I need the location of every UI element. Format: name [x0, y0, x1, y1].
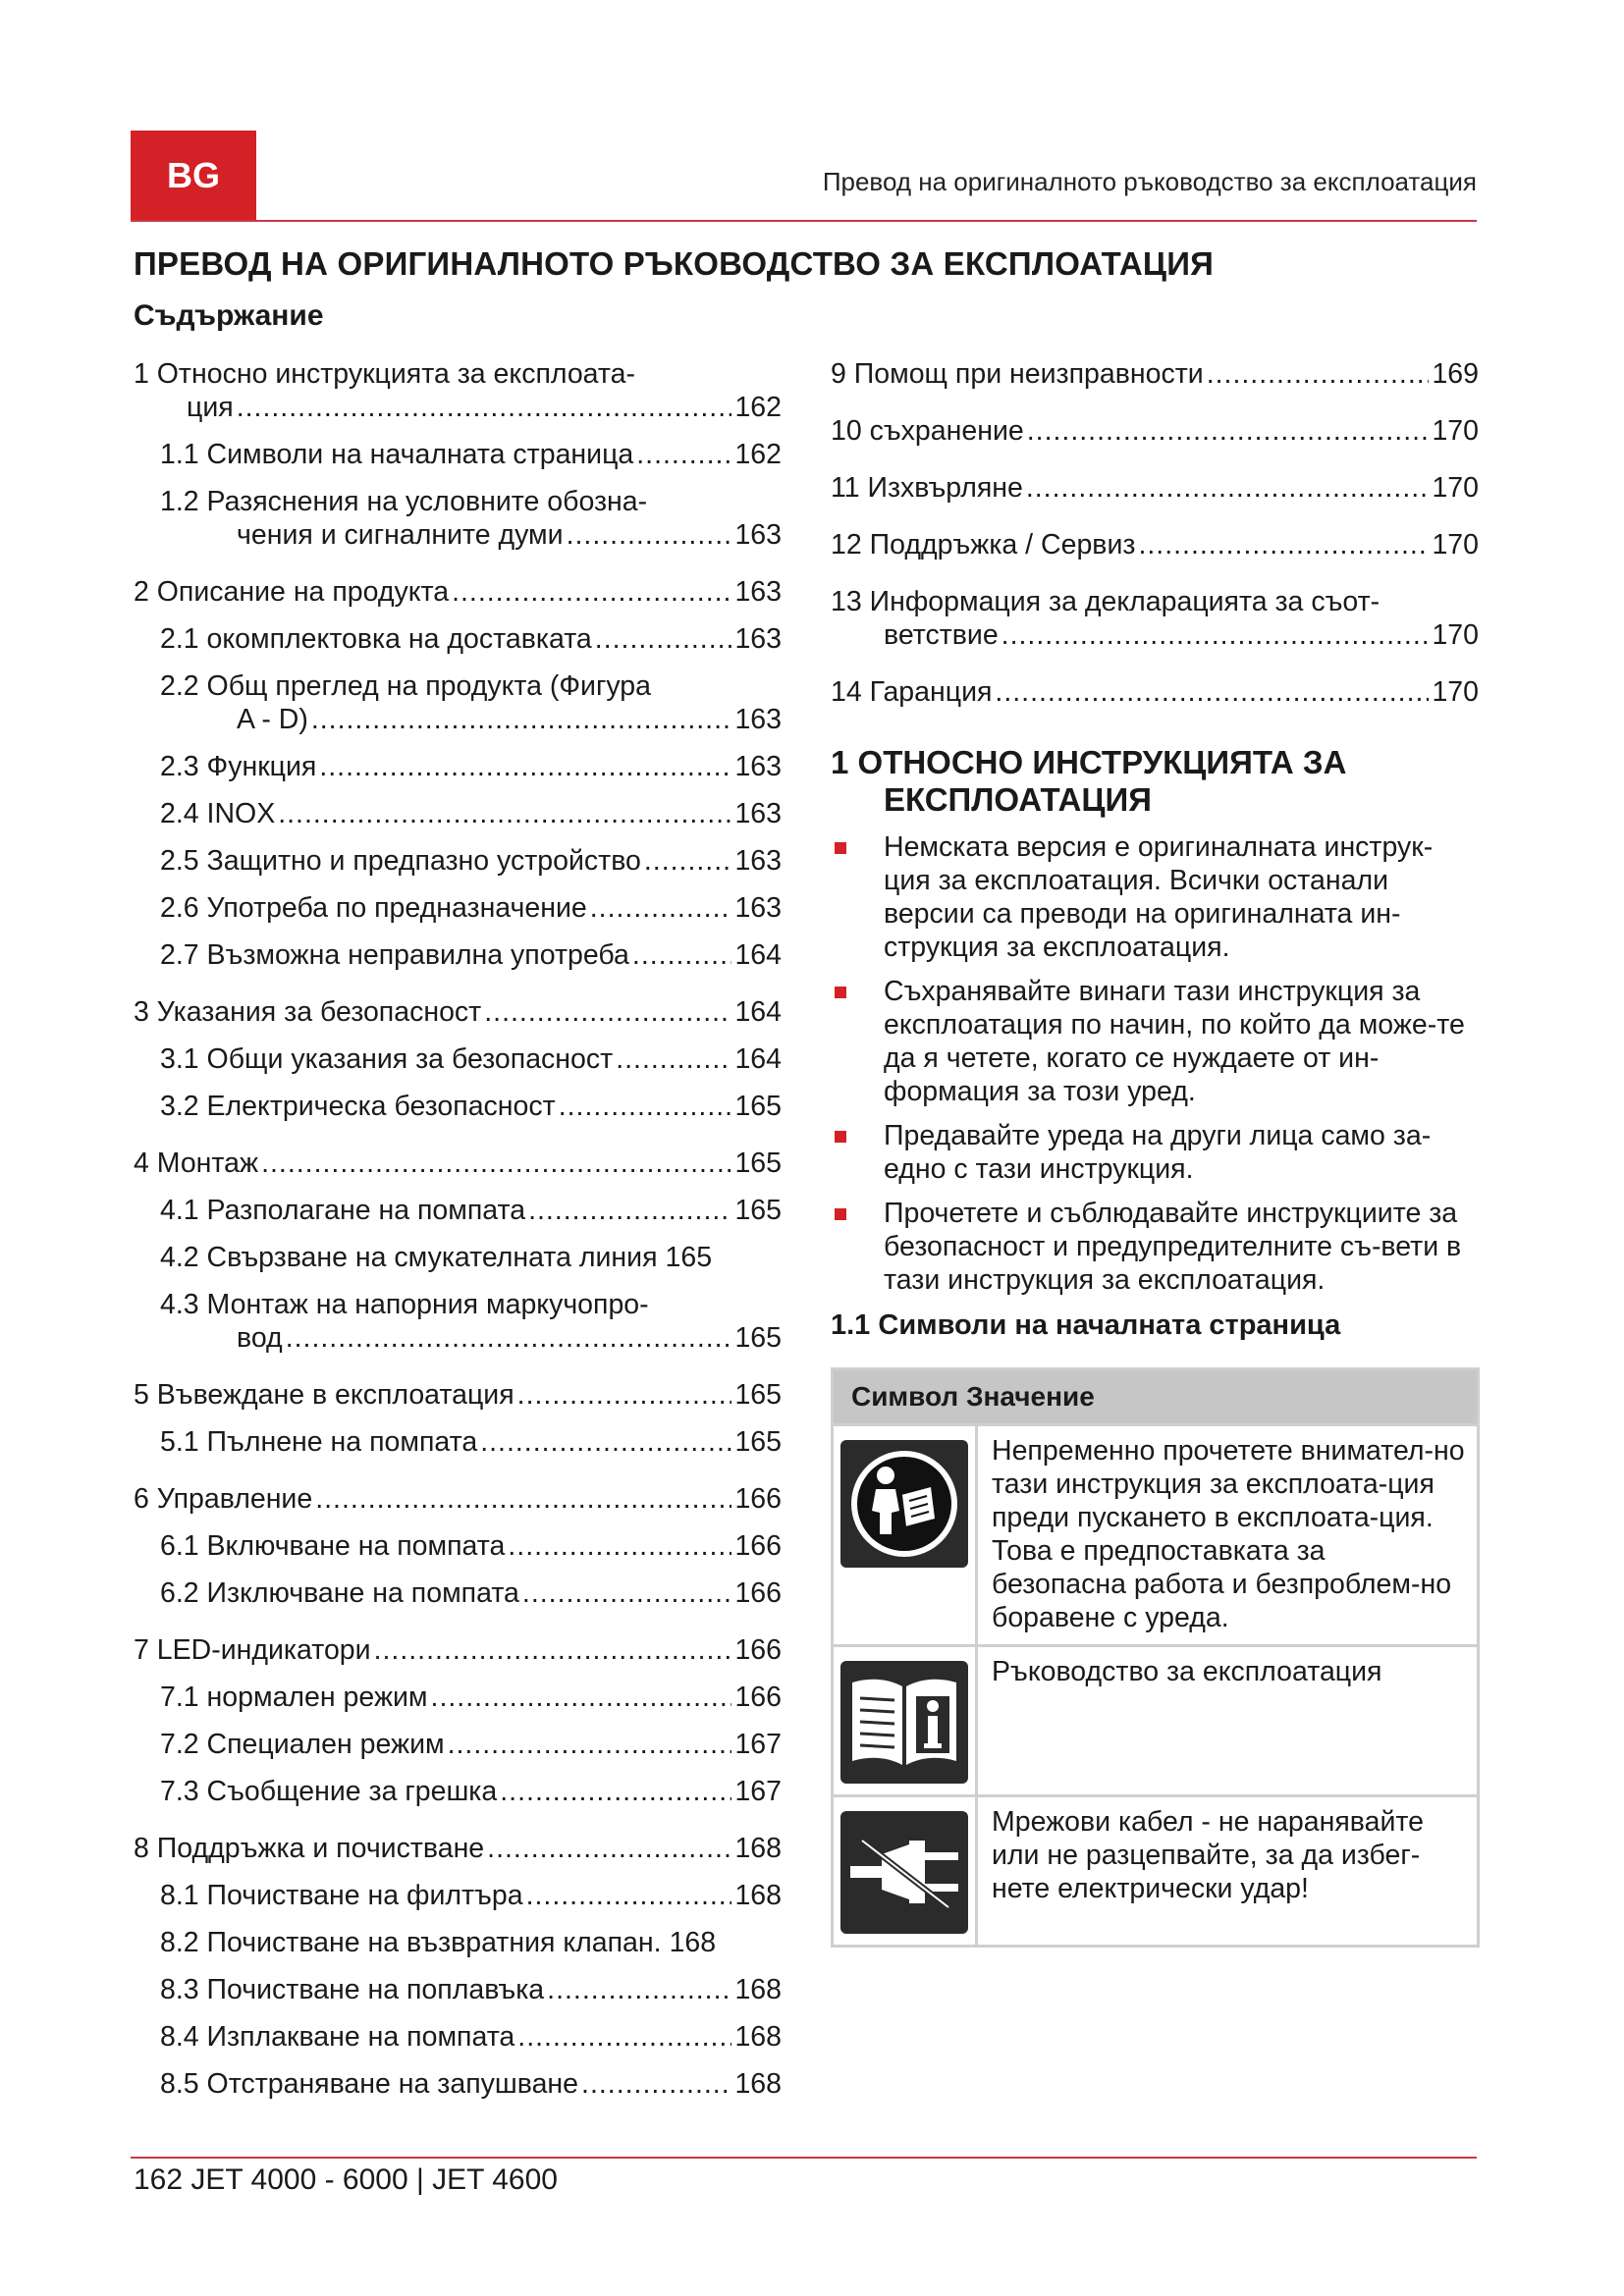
- toc-entry-1[interactable]: [134, 357, 782, 424]
- toc-heading: Съдържание: [134, 299, 324, 332]
- toc-entry-text: 2.1 окомплектовка на доставката: [160, 623, 592, 655]
- toc-entry-text: 8.2 Почистване на възвратния клапан.: [160, 1927, 662, 1958]
- toc-entry-text: 7.1 нормален режим: [160, 1682, 428, 1713]
- section-1-heading: [831, 744, 1459, 819]
- toc-entry-text: чения и сигналните думи: [237, 519, 564, 551]
- toc-page-number: 170: [1432, 676, 1479, 708]
- toc-page-number: 162: [734, 439, 782, 470]
- leader-dots: [484, 995, 731, 1029]
- leader-dots: [581, 2067, 731, 2101]
- toc-page-number: 165: [734, 1426, 782, 1458]
- leader-dots: [590, 891, 732, 925]
- toc-entry-text: A - D): [237, 704, 308, 735]
- toc-left-column: [134, 357, 782, 2101]
- toc-page-number: 163: [734, 845, 782, 877]
- toc-entry-text: 3.2 Електрическа безопасност: [160, 1091, 556, 1122]
- toc-page-number: 166: [734, 1634, 782, 1666]
- leader-dots: [995, 675, 1429, 709]
- power-plug-icon: [840, 1811, 968, 1934]
- toc-entry-text: 1.1 Символи на началната страница: [160, 439, 634, 470]
- toc-entry-text: ция: [187, 392, 234, 423]
- symbols-table-header: Символ Значение: [834, 1370, 1477, 1423]
- bullet-item: Немската версия е оригиналната инструк-ция за експлоатация. Всички останали версии са преводи на оригиналната ин-струкция за експлоатация.: [831, 830, 1469, 964]
- toc-entry-text: 3.1 Общи указания за безопасност: [160, 1043, 614, 1075]
- toc-page-number: 163: [734, 576, 782, 608]
- header-title: Превод на оригиналното ръководство за експлоатация: [822, 167, 1477, 196]
- leader-dots: [526, 1879, 732, 1912]
- toc-entry-2-3[interactable]: [134, 750, 782, 783]
- toc-page-number: 168: [734, 1833, 782, 1864]
- leader-dots: [636, 438, 731, 471]
- symbol-cell: [834, 1797, 975, 1945]
- toc-entry-8-3[interactable]: [134, 1973, 782, 2006]
- toc-entry-text: 7.3 Съобщение за грешка: [160, 1776, 498, 1807]
- toc-page-number: 170: [1432, 619, 1479, 651]
- toc-entry-text: 1 Относно инструкцията за експлоата-: [134, 358, 635, 390]
- footer-page-info: 162 JET 4000 - 6000 | JET 4600: [134, 2163, 558, 2196]
- leader-dots: [644, 844, 732, 878]
- toc-entry-text: ветствие: [884, 619, 999, 651]
- toc-entry-text: 4.2 Свързване на смукателната линия: [160, 1242, 658, 1273]
- toc-entry-3[interactable]: [134, 995, 782, 1029]
- toc-entry-text: 3 Указания за безопасност: [134, 996, 482, 1028]
- document-title: ПРЕВОД НА ОРИГИНАЛНОТО РЪКОВОДСТВО ЗА ЕКСПЛОАТАЦИЯ: [134, 245, 1215, 282]
- toc-entry-2-2[interactable]: [134, 669, 782, 736]
- toc-page-number: 168: [734, 1880, 782, 1911]
- toc-page-number: 163: [734, 623, 782, 655]
- toc-entry-text: 7 LED-индикатори: [134, 1634, 371, 1666]
- toc-entry-text: 2.4 INOX: [160, 798, 276, 829]
- leader-dots: [595, 622, 732, 656]
- toc-entry-text: вод: [237, 1322, 283, 1354]
- toc-entry-13[interactable]: [831, 585, 1479, 652]
- footer-rule: [131, 2157, 1477, 2159]
- toc-entry-11[interactable]: [831, 471, 1479, 505]
- toc-entry-2-6[interactable]: [134, 891, 782, 925]
- toc-entry-text: 2.3 Функция: [160, 751, 317, 782]
- symbol-cell: [834, 1426, 975, 1644]
- toc-entry-text: 2.7 Възможна неправилна употреба: [160, 939, 629, 971]
- leader-dots: [559, 1090, 732, 1123]
- toc-page-number: 164: [734, 996, 782, 1028]
- leader-dots: [1138, 528, 1429, 561]
- leader-dots: [487, 1832, 731, 1865]
- section-1-heading-line2: ЕКСПЛОАТАЦИЯ: [884, 781, 1152, 818]
- toc-entry-text: 6.2 Изключване на помпата: [160, 1577, 519, 1609]
- toc-page-number: 170: [1432, 529, 1479, 561]
- toc-entry-text: 2.6 Употреба по предназначение: [160, 892, 587, 924]
- toc-entry-text: 10 съхранение: [831, 415, 1024, 447]
- header-rule: [131, 220, 1477, 222]
- symbols-table: [831, 1367, 1480, 1948]
- toc-page-number: 165: [665, 1242, 713, 1273]
- leader-dots: [448, 1728, 732, 1761]
- leader-dots: [480, 1425, 731, 1459]
- toc-page-number: 163: [734, 704, 782, 735]
- toc-entry-4-1[interactable]: [134, 1194, 782, 1227]
- toc-page-number: 167: [734, 1776, 782, 1807]
- toc-entry-text: 8.4 Изплакване на помпата: [160, 2021, 515, 2053]
- toc-entry-9[interactable]: [831, 357, 1479, 391]
- toc-page-number: 163: [734, 892, 782, 924]
- toc-entry-text: 8.3 Почистване на поплавъка: [160, 1974, 545, 2005]
- toc-entry-text: 5 Въвеждане в експлоатация: [134, 1379, 514, 1411]
- manual-info-icon: [840, 1661, 968, 1784]
- toc-entry-text: 9 Помощ при неизправности: [831, 358, 1204, 390]
- toc-entry-7-3[interactable]: [134, 1775, 782, 1808]
- toc-page-number: 166: [734, 1483, 782, 1515]
- leader-dots: [632, 938, 732, 972]
- leader-dots: [517, 2020, 731, 2054]
- toc-entry-4[interactable]: [134, 1147, 782, 1180]
- toc-entry-text: 4 Монтаж: [134, 1148, 259, 1179]
- toc-entry-text: 4.1 Разполагане на помпата: [160, 1195, 526, 1226]
- toc-page-number: 164: [734, 939, 782, 971]
- toc-page-number: 168: [734, 1974, 782, 2005]
- toc-entry-6-2[interactable]: [134, 1576, 782, 1610]
- toc-entry-6-1[interactable]: [134, 1529, 782, 1563]
- table-row: [834, 1797, 1477, 1945]
- toc-entry-text: 2.2 Общ преглед на продукта (Фигура: [160, 670, 651, 702]
- leader-dots: [567, 518, 732, 552]
- leader-dots: [528, 1194, 731, 1227]
- meaning-cell: Непременно прочетете внимател-но тази инструкция за експлоата-ция преди пускането в експлоата-ция. Това е предпоставката за безопасна работа и безпроблем-но боравене с уреда.: [978, 1426, 1477, 1644]
- toc-entry-text: 14 Гаранция: [831, 676, 993, 708]
- leader-dots: [1001, 618, 1430, 652]
- toc-entry-text: 6 Управление: [134, 1483, 313, 1515]
- toc-page-number: 166: [734, 1530, 782, 1562]
- toc-entry-4-2[interactable]: [134, 1241, 782, 1274]
- toc-entry-2-7[interactable]: [134, 938, 782, 972]
- section-1-bullet-list: [831, 830, 1469, 1308]
- leader-dots: [431, 1681, 732, 1714]
- leader-dots: [261, 1147, 731, 1180]
- toc-page-number: 168: [734, 2021, 782, 2053]
- leader-dots: [500, 1775, 731, 1808]
- toc-entry-5-1[interactable]: [134, 1425, 782, 1459]
- toc-page-number: 163: [734, 519, 782, 551]
- section-1-heading-line1: 1 ОТНОСНО ИНСТРУКЦИЯТА ЗА: [831, 744, 1347, 780]
- toc-entry-3-1[interactable]: [134, 1042, 782, 1076]
- toc-page-number: 168: [669, 1927, 717, 1958]
- toc-entry-2-1[interactable]: [134, 622, 782, 656]
- toc-page-number: 170: [1432, 472, 1479, 504]
- leader-dots: [508, 1529, 731, 1563]
- toc-entry-4-3[interactable]: [134, 1288, 782, 1355]
- toc-entry-10[interactable]: [831, 414, 1479, 448]
- meaning-cell: Мрежови кабел - не наранявайте или не разцепвайте, за да избег-нете електрически удар!: [978, 1797, 1477, 1945]
- toc-entry-text: 13 Информация за декларацията за съот-: [831, 586, 1380, 617]
- toc-page-number: 170: [1432, 415, 1479, 447]
- language-badge: BG: [131, 131, 256, 220]
- meaning-cell: Ръководство за експлоатация: [978, 1647, 1477, 1794]
- symbol-cell: [834, 1647, 975, 1794]
- toc-entry-text: 8.5 Отстраняване на запушване: [160, 2068, 579, 2100]
- toc-entry-1-2[interactable]: [134, 485, 782, 552]
- leader-dots: [319, 750, 731, 783]
- toc-page-number: 165: [734, 1195, 782, 1226]
- toc-page-number: 163: [734, 798, 782, 829]
- toc-entry-5[interactable]: [134, 1378, 782, 1412]
- toc-entry-text: 12 Поддръжка / Сервиз: [831, 529, 1136, 561]
- bullet-item: Прочетете и съблюдавайте инструкциите за безопасност и предупредителните съ-вети в тази инструкция за експлоатация.: [831, 1197, 1469, 1297]
- toc-entry-7[interactable]: [134, 1633, 782, 1667]
- toc-right-column: [831, 357, 1479, 709]
- toc-entry-text: 6.1 Включване на помпата: [160, 1530, 506, 1562]
- leader-dots: [1026, 471, 1430, 505]
- toc-entry-2-5[interactable]: [134, 844, 782, 878]
- table-row: [834, 1426, 1477, 1644]
- toc-entry-8-2[interactable]: [134, 1926, 782, 1959]
- toc-page-number: 165: [734, 1091, 782, 1122]
- leader-dots: [452, 575, 731, 609]
- toc-page-number: 168: [734, 2068, 782, 2100]
- toc-entry-8[interactable]: [134, 1832, 782, 1865]
- toc-page-number: 165: [734, 1322, 782, 1354]
- toc-entry-1-1[interactable]: [134, 438, 782, 471]
- leader-dots: [278, 797, 731, 830]
- toc-page-number: 167: [734, 1729, 782, 1760]
- toc-entry-text: 5.1 Пълнене на помпата: [160, 1426, 478, 1458]
- toc-page-number: 166: [734, 1682, 782, 1713]
- toc-entry-text: 8.1 Почистване на филтъра: [160, 1880, 523, 1911]
- toc-entry-12[interactable]: [831, 528, 1479, 561]
- toc-entry-2-4[interactable]: [134, 797, 782, 830]
- leader-dots: [237, 391, 732, 424]
- leader-dots: [522, 1576, 732, 1610]
- section-1-1-heading: 1.1 Символи на началната страница: [831, 1309, 1341, 1341]
- leader-dots: [616, 1042, 731, 1076]
- leader-dots: [1027, 414, 1430, 448]
- table-row: [834, 1647, 1477, 1794]
- leader-dots: [547, 1973, 731, 2006]
- toc-page-number: 165: [734, 1148, 782, 1179]
- toc-entry-2[interactable]: [134, 575, 782, 609]
- toc-entry-text: 11 Изхвърляне: [831, 472, 1023, 504]
- leader-dots: [311, 703, 732, 736]
- toc-page-number: 165: [734, 1379, 782, 1411]
- toc-entry-8-4[interactable]: [134, 2020, 782, 2054]
- leader-dots: [286, 1321, 732, 1355]
- toc-entry-3-2[interactable]: [134, 1090, 782, 1123]
- toc-entry-8-5[interactable]: [134, 2067, 782, 2101]
- toc-entry-text: 2.5 Защитно и предпазно устройство: [160, 845, 641, 877]
- toc-entry-text: 8 Поддръжка и почистване: [134, 1833, 485, 1864]
- toc-entry-text: 2 Описание на продукта: [134, 576, 450, 608]
- toc-entry-text: 1.2 Разяснения на условните обозна-: [160, 486, 648, 517]
- toc-entry-text: 7.2 Специален режим: [160, 1729, 445, 1760]
- bullet-item: Съхранявайте винаги тази инструкция за експлоатация по начин, по който да може-те да я четете, когато се нуждаете от ин-формация за този уред.: [831, 975, 1469, 1108]
- toc-entry-text: 4.3 Монтаж на напорния маркучопро-: [160, 1289, 649, 1320]
- toc-page-number: 163: [734, 751, 782, 782]
- leader-dots: [374, 1633, 732, 1667]
- toc-entry-8-1[interactable]: [134, 1879, 782, 1912]
- toc-entry-6[interactable]: [134, 1482, 782, 1516]
- bullet-item: Предавайте уреда на други лица само за-едно с тази инструкция.: [831, 1119, 1469, 1186]
- toc-page-number: 162: [734, 392, 782, 423]
- toc-entry-7-2[interactable]: [134, 1728, 782, 1761]
- leader-dots: [1207, 357, 1430, 391]
- toc-page-number: 169: [1432, 358, 1479, 390]
- leader-dots: [517, 1378, 732, 1412]
- read-manual-icon: [840, 1440, 968, 1568]
- leader-dots: [315, 1482, 731, 1516]
- toc-page-number: 166: [734, 1577, 782, 1609]
- toc-entry-7-1[interactable]: [134, 1681, 782, 1714]
- toc-page-number: 164: [734, 1043, 782, 1075]
- toc-entry-14[interactable]: [831, 675, 1479, 709]
